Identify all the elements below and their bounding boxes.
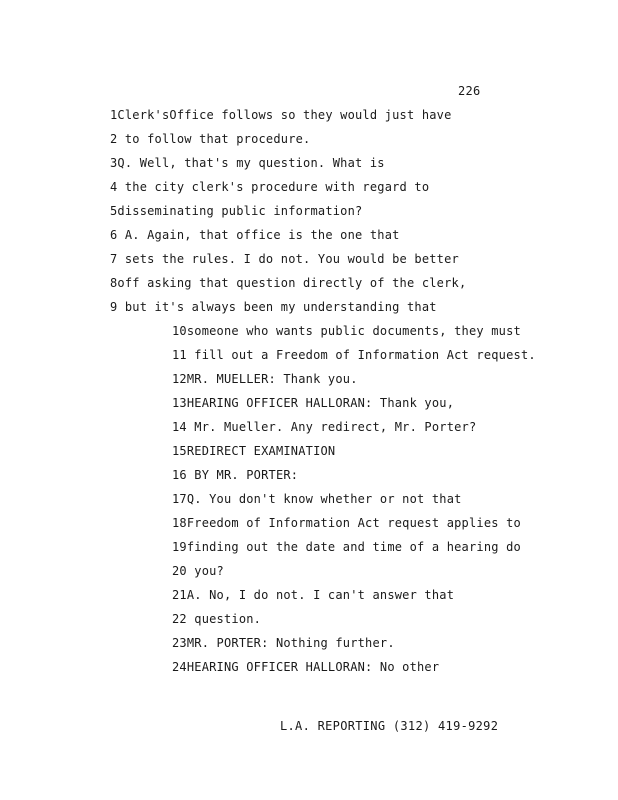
transcript-line-4: 4 the city clerk's procedure with regard to bbox=[110, 180, 430, 194]
transcript-line-11: 11 fill out a Freedom of Information Act request. bbox=[172, 348, 536, 362]
transcript-line-22: 22 question. bbox=[172, 612, 262, 626]
transcript-line-10: 10someone who wants public documents, they must bbox=[172, 324, 521, 338]
transcript-line-6: 6 A. Again, that office is the one that bbox=[110, 228, 400, 242]
transcript-line-1: 1Clerk'sOffice follows so they would just have bbox=[110, 108, 452, 122]
transcript-line-8: 8off asking that question directly of the clerk, bbox=[110, 276, 467, 290]
page-number: 226 bbox=[458, 84, 481, 98]
transcript-line-3: 3Q. Well, that's my question. What is bbox=[110, 156, 385, 170]
transcript-line-24: 24HEARING OFFICER HALLORAN: No other bbox=[172, 660, 440, 674]
transcript-line-2: 2 to follow that procedure. bbox=[110, 132, 311, 146]
transcript-line-12: 12MR. MUELLER: Thank you. bbox=[172, 372, 358, 386]
transcript-line-17: 17Q. You don't know whether or not that bbox=[172, 492, 462, 506]
transcript-line-7: 7 sets the rules. I do not. You would be better bbox=[110, 252, 459, 266]
transcript-line-21: 21A. No, I do not. I can't answer that bbox=[172, 588, 455, 602]
transcript-line-20: 20 you? bbox=[172, 564, 224, 578]
transcript-line-19: 19finding out the date and time of a hearing do bbox=[172, 540, 521, 554]
transcript-line-16: 16 BY MR. PORTER: bbox=[172, 468, 299, 482]
transcript-line-23: 23MR. PORTER: Nothing further. bbox=[172, 636, 395, 650]
transcript-line-13: 13HEARING OFFICER HALLORAN: Thank you, bbox=[172, 396, 455, 410]
reporter-footer: L.A. REPORTING (312) 419-9292 bbox=[280, 719, 499, 733]
transcript-line-15: 15REDIRECT EXAMINATION bbox=[172, 444, 336, 458]
transcript-line-14: 14 Mr. Mueller. Any redirect, Mr. Porter? bbox=[172, 420, 477, 434]
transcript-line-5: 5disseminating public information? bbox=[110, 204, 363, 218]
transcript-line-9: 9 but it's always been my understanding that bbox=[110, 300, 437, 314]
transcript-line-18: 18Freedom of Information Act request applies to bbox=[172, 516, 521, 530]
